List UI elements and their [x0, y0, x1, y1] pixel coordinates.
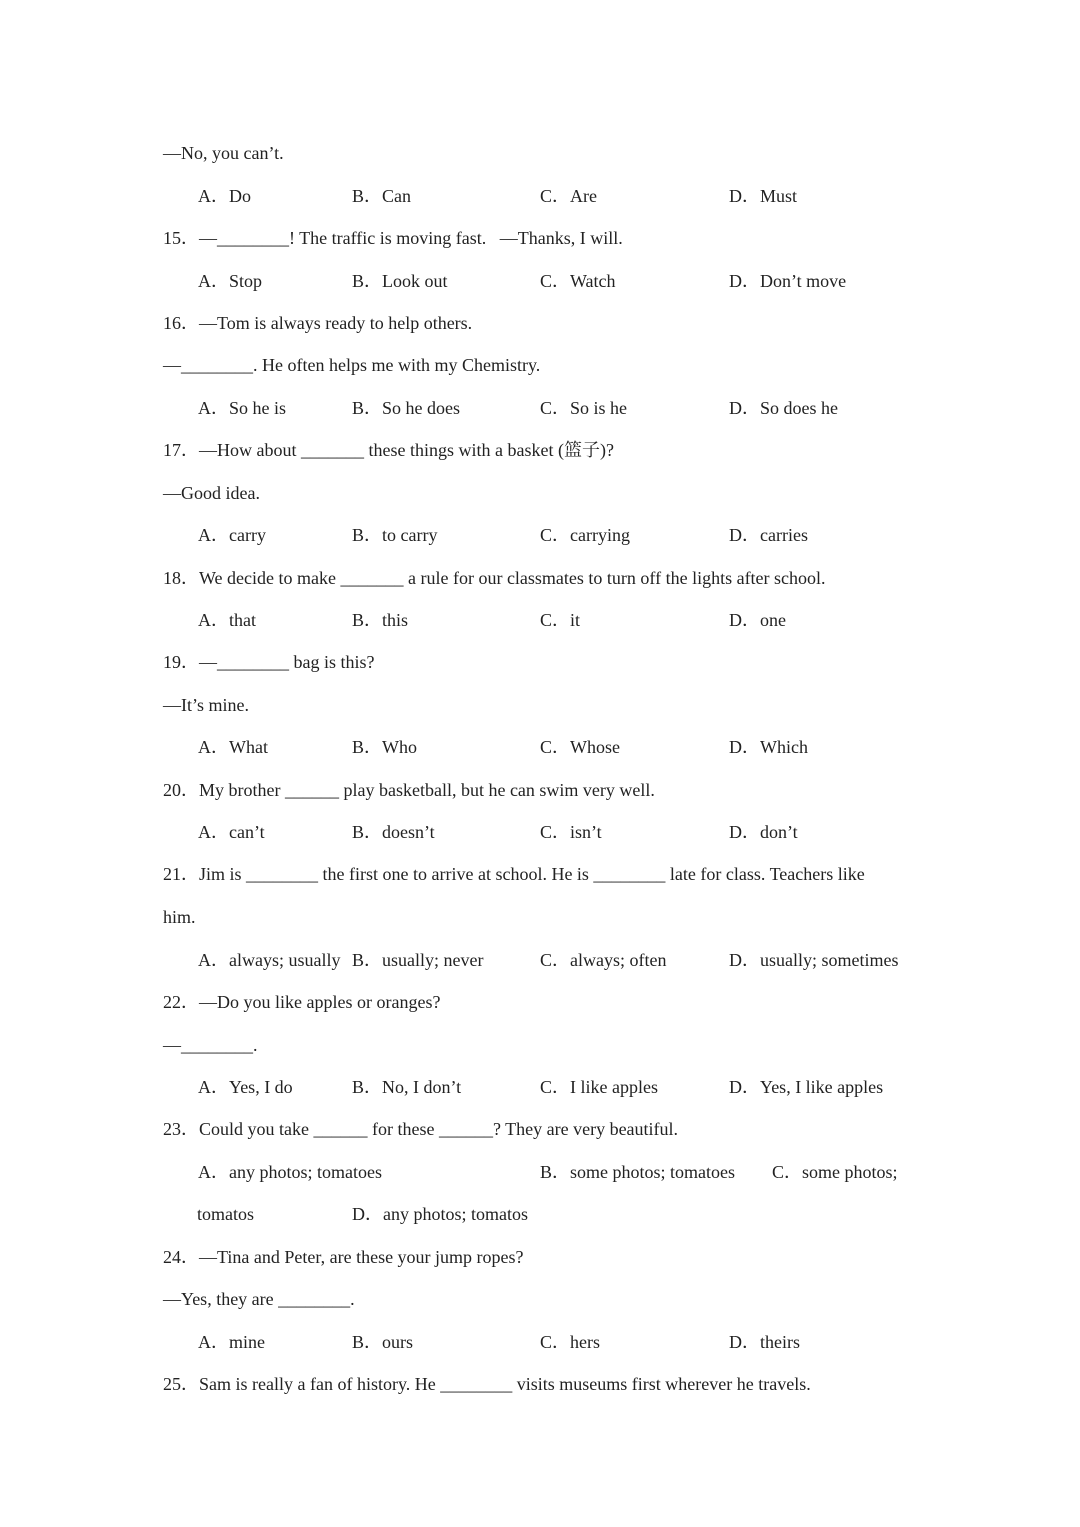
q16-option-c: C．So is he: [540, 398, 628, 418]
q16-answer-line: —________. He often helps me with my Chemistry.: [163, 355, 541, 375]
q22-stem: 22．—Do you like apples or oranges?: [163, 992, 441, 1012]
q23-option-a: A．any photos; tomatoes: [198, 1162, 382, 1182]
q17-option-a: A．carry: [198, 525, 266, 545]
q18-option-d: D．one: [729, 610, 786, 630]
q17-option-b: B．to carry: [352, 525, 438, 545]
q24-stem: 24．—Tina and Peter, are these your jump ropes?: [163, 1247, 524, 1267]
q15-stem: 15．—________! The traffic is moving fast. —Thanks, I will.: [163, 228, 623, 248]
q18-option-b: B．this: [352, 610, 409, 630]
q14-answer-line: —No, you can’t.: [163, 143, 284, 163]
q15-option-b: B．Look out: [352, 271, 448, 291]
q21-stem-continuation: him.: [163, 907, 196, 927]
q19-answer-line: —It’s mine.: [163, 695, 249, 715]
q22-option-c: C．I like apples: [540, 1077, 658, 1097]
q18-option-c: C．it: [540, 610, 581, 630]
q17-answer-line: —Good idea.: [163, 483, 260, 503]
q21-option-a: A．always; usually: [198, 950, 341, 970]
q20-option-a: A．can’t: [198, 822, 265, 842]
q20-stem: 20．My brother ______ play basketball, but he can swim very well.: [163, 780, 655, 800]
q21-option-c: C．always; often: [540, 950, 667, 970]
q14-option-a: A．Do: [198, 186, 251, 206]
q17-stem: 17．—How about _______ these things with a basket (篮子)?: [163, 440, 614, 460]
q19-stem: 19．—________ bag is this?: [163, 652, 375, 672]
q20-option-d: D．don’t: [729, 822, 798, 842]
q23-stem: 23．Could you take ______ for these ______? They are very beautiful.: [163, 1119, 679, 1139]
q14-option-c: C．Are: [540, 186, 597, 206]
q21-option-b: B．usually; never: [352, 950, 484, 970]
q24-option-b: B．ours: [352, 1332, 414, 1352]
q16-option-d: D．So does he: [729, 398, 838, 418]
q22-option-b: B．No, I don’t: [352, 1077, 462, 1097]
q23-option-d: D．any photos; tomatos: [352, 1204, 528, 1224]
q22-option-a: A．Yes, I do: [198, 1077, 293, 1097]
q19-option-b: B．Who: [352, 737, 417, 757]
q20-option-b: B．doesn’t: [352, 822, 435, 842]
q17-option-c: C．carrying: [540, 525, 630, 545]
q18-option-a: A．that: [198, 610, 256, 630]
q15-option-a: A．Stop: [198, 271, 263, 291]
q14-option-d: D．Must: [729, 186, 798, 206]
q15-option-d: D．Don’t move: [729, 271, 847, 291]
q24-option-c: C．hers: [540, 1332, 600, 1352]
q25-stem: 25．Sam is really a fan of history. He ________ visits museums first wherever he travels.: [163, 1374, 811, 1394]
q23-option-c: C．some photos;: [772, 1162, 898, 1182]
q24-answer-line: —Yes, they are ________.: [163, 1289, 355, 1309]
q14-option-b: B．Can: [352, 186, 412, 206]
q20-option-c: C．isn’t: [540, 822, 602, 842]
q19-option-d: D．Which: [729, 737, 808, 757]
q22-answer-line: —________.: [163, 1035, 258, 1055]
q16-stem: 16．—Tom is always ready to help others.: [163, 313, 473, 333]
q22-option-d: D．Yes, I like apples: [729, 1077, 884, 1097]
q18-stem: 18．We decide to make _______ a rule for our classmates to turn off the lights after school.: [163, 568, 826, 588]
q24-option-d: D．theirs: [729, 1332, 800, 1352]
q21-stem: 21．Jim is ________ the first one to arrive at school. He is ________ late for class. Teachers like: [163, 864, 865, 884]
q24-option-a: A．mine: [198, 1332, 265, 1352]
q15-option-c: C．Watch: [540, 271, 616, 291]
q19-option-c: C．Whose: [540, 737, 620, 757]
q16-option-b: B．So he does: [352, 398, 460, 418]
q21-option-d: D．usually; sometimes: [729, 950, 899, 970]
q19-option-a: A．What: [198, 737, 268, 757]
q23-option-c-continuation: tomatos: [197, 1204, 254, 1224]
q17-option-d: D．carries: [729, 525, 808, 545]
q23-option-b: B．some photos; tomatoes: [540, 1162, 735, 1182]
q16-option-a: A．So he is: [198, 398, 287, 418]
